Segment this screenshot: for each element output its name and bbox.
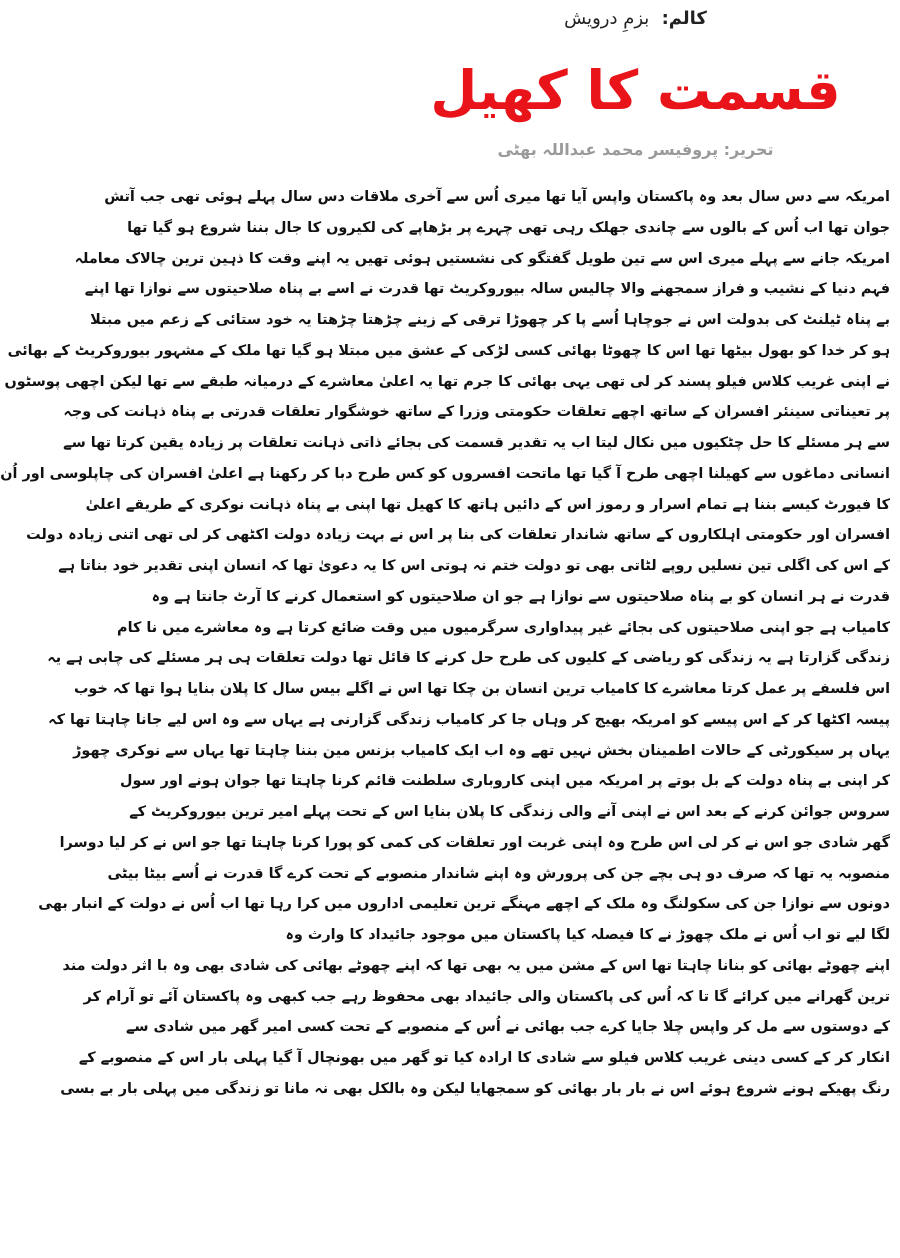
- body-line: قدرت نے ہر انسان کو بے پناہ صلاحیتوں سے نوازا ہے جو ان صلاحیتوں کو استعمال کرنے کا آرٹ جانتا ہے وہ: [151, 588, 890, 605]
- body-line: انکار کر کے کسی دینی غریب کلاس فیلو سے شادی کا ارادہ کیا تو گھر میں بھونچال آ گیا پہلی بار اس کے منصوبے کے: [78, 1050, 890, 1066]
- body-line: سے ہر مسئلے کا حل چٹکیوں میں نکال لیتا اب یہ تقدیر قسمت کی بجائے ذاتی ذہانت تعلقات پر زیادہ یقین کرتا تھا سے: [63, 435, 890, 451]
- article-body: [0, 182, 890, 1105]
- body-line: پیسہ اکٹھا کر کے اس پیسے کو امریکہ بھیج کر وہاں جا کر کامیاب زندگی گزارنی ہے یہاں سے وہ اس لیے جانا چاہتا تھا کہ: [48, 711, 890, 728]
- body-line: ہو کر خدا کو بھول بیٹھا تھا اس کا چھوٹا بھائی کسی لڑکی کے عشق میں مبتلا ہو گیا تھا ملک کے مشہور بیوروکریٹ کے بھائی: [7, 342, 890, 359]
- body-line: سروس جوائن کرنے کے بعد اس نے اپنی آنے والی زندگی کا پلان بنایا اس کے تحت پہلے امیر ترین بیوروکریٹ کے: [129, 804, 890, 820]
- body-line: لگا لیے تو اب اُس نے ملک چھوڑ نے کا فیصلہ کیا پاکستان میں موجود جائیداد کا وارث وہ: [285, 927, 890, 943]
- body-line: رنگ پھیکے ہونے شروع ہوئے اس نے بار بار بھائی کو سمجھایا لیکن وہ بالکل بھی نہ مانا تو زندگی میں پہلی بار بے بسی: [60, 1080, 890, 1097]
- body-line: امریکہ سے دس سال بعد وہ پاکستان واپس آیا تھا میری اُس سے آخری ملاقات دس سال پہلے ہوئی تھی جب آتش: [104, 189, 890, 205]
- column-label: کالم:: [661, 8, 707, 29]
- body-line: یہاں پر سیکورٹی کے حالات اطمینان بخش نہیں تھے وہ اب ایک کامیاب بزنس مین بننا چاہتا تھا یہاں سے نوکری چھوڑ: [73, 742, 890, 759]
- body-line: کامیاب ہے جو اپنی صلاحیتوں کی بجائے غیر پیداواری سرگرمیوں میں وقت ضائع کرتا ہے وہ معاشرے میں نا کام: [117, 619, 890, 636]
- body-line: کے دوستوں سے مل کر واپس چلا جایا کرے جب بھائی نے اُس کے منصوبے کے تحت کسی امیر گھر میں شادی سے: [125, 1019, 890, 1036]
- body-line: اپنے چھوٹے بھائی کو بنانا چاہتا تھا اس کے مشن میں یہ بھی تھا کہ اپنے چھوٹے بھائی کی شادی بھی وہ با اثر دولت مند: [62, 957, 890, 974]
- body-line: زندگی گزارتا ہے یہ زندگی کو ریاضی کے کلیوں کی طرح حل کرنے کا قائل تھا دولت تعلقات ہی ہر مسئلے کی چابی ہے یہ: [47, 650, 890, 667]
- body-line: کر اپنی بے پناہ دولت کے بل بوتے پر امریکہ میں اپنی کاروباری سلطنت قائم کرنا چاہتا تھا جوان ہونے اور سول: [120, 773, 890, 790]
- body-line: اس فلسفے پر عمل کرتا معاشرے کا کامیاب ترین انسان بن چکا تھا اس نے اگلے بیس سال کا پلان بنایا ہوا تھا کہ خوب: [73, 681, 890, 697]
- body-line: کا فیورٹ کیسے بننا ہے تمام اسرار و رموز اس کے دائیں ہاتھ کا کھیل تھا اپنی بے پناہ ذہانت نوکری کے طریقے اعلیٰ: [85, 496, 890, 513]
- body-line: انسانی دماغوں سے کھیلنا اچھی طرح آ گیا تھا ماتحت افسروں کو کس طرح دبا کر رکھنا ہے اعلیٰ افسران کی چاپلوسی اور اُن: [0, 465, 890, 482]
- body-line: امریکہ جانے سے پہلے میری اس سے تین طویل گفتگو کی نشستیں ہوئی تھیں یہ اپنے وقت کا ذہین ترین چالاک معاملہ: [74, 250, 890, 267]
- body-line: افسران اور حکومتی اہلکاروں کے ساتھ شاندار تعلقات کی بنا پر اس نے بہت زیادہ دولت اکٹھی کر لی تھی اتنی زیادہ دولت: [26, 527, 890, 544]
- body-line: نے اپنی غریب کلاس فیلو پسند کر لی تھی یہی بھائی کا جرم تھا یہ اعلیٰ معاشرے کے درمیانہ طبقے سے تھا لیکن اچھی پوسٹوں: [4, 373, 890, 390]
- column-header: [371, 8, 900, 29]
- body-line: بے پناہ ٹیلنٹ کی بدولت اس نے جوچاہا اُسے پا کر چھوڑا ترقی کے زینے چڑھتا چڑھتا یہ خود ستائی کے زعم میں مبتلا: [90, 312, 890, 328]
- body-line: کے اس کی اگلی تین نسلیں روپے لٹاتی بھی تو دولت ختم نہ ہوتی اس کا یہ دعویٰ تھا کہ انسان اپنی تقدیر خود بناتا ہے: [58, 558, 890, 574]
- body-line: منصوبہ یہ تھا کہ صرف دو ہی بچے جن کی پرورش وہ اپنے شاندار منصوبے کے تحت کرے گا قدرت نے اُسے بیٹا بیٹی: [107, 865, 890, 882]
- article-byline: تحریر: پروفیسر محمد عبداللہ بھٹی: [497, 140, 774, 159]
- article-title: قسمت کا کھیل: [430, 59, 841, 122]
- body-line: پر تعیناتی سینئر افسران کے ساتھ اچھے تعلقات حکومتی وزرا کے ساتھ خوشگوار تعلقات قدرتی بے پناہ ذہانت کی وجہ: [63, 404, 890, 421]
- body-line: گھر شادی جو اس نے کر لی اس طرح وہ اپنی غربت اور تعلقات کی کمی کو پورا کرنا چاہتا تھا جو اس نے کر لیا دوسرا: [59, 834, 890, 851]
- body-line: دونوں سے نوازا جن کی سکولنگ وہ ملک کے اچھے مہنگے ترین تعلیمی اداروں میں کرا رہا تھا اب اُس نے دولت کے انبار بھی: [38, 896, 890, 913]
- body-line: فہم دنیا کے نشیب و فراز سمجھنے والا چالیس سالہ بیوروکریٹ تھا قدرت نے اسے بے پناہ صلاحیتوں سے نوازا تھا اپنے: [84, 281, 890, 298]
- column-name: بزمِ درویش: [564, 8, 650, 29]
- body-line: جوان تھا اب اُس کے بالوں سے چاندی جھلک رہی تھی چہرے پر بڑھاپے کی لکیروں کا جال بننا شروع ہو گیا تھا: [127, 219, 890, 236]
- body-line: ترین گھرانے میں کرائے گا تا کہ اُس کی پاکستان والی جائیداد بھی محفوظ رہے جب کبھی وہ پاکستان آئے تو آرام کر: [83, 988, 890, 1005]
